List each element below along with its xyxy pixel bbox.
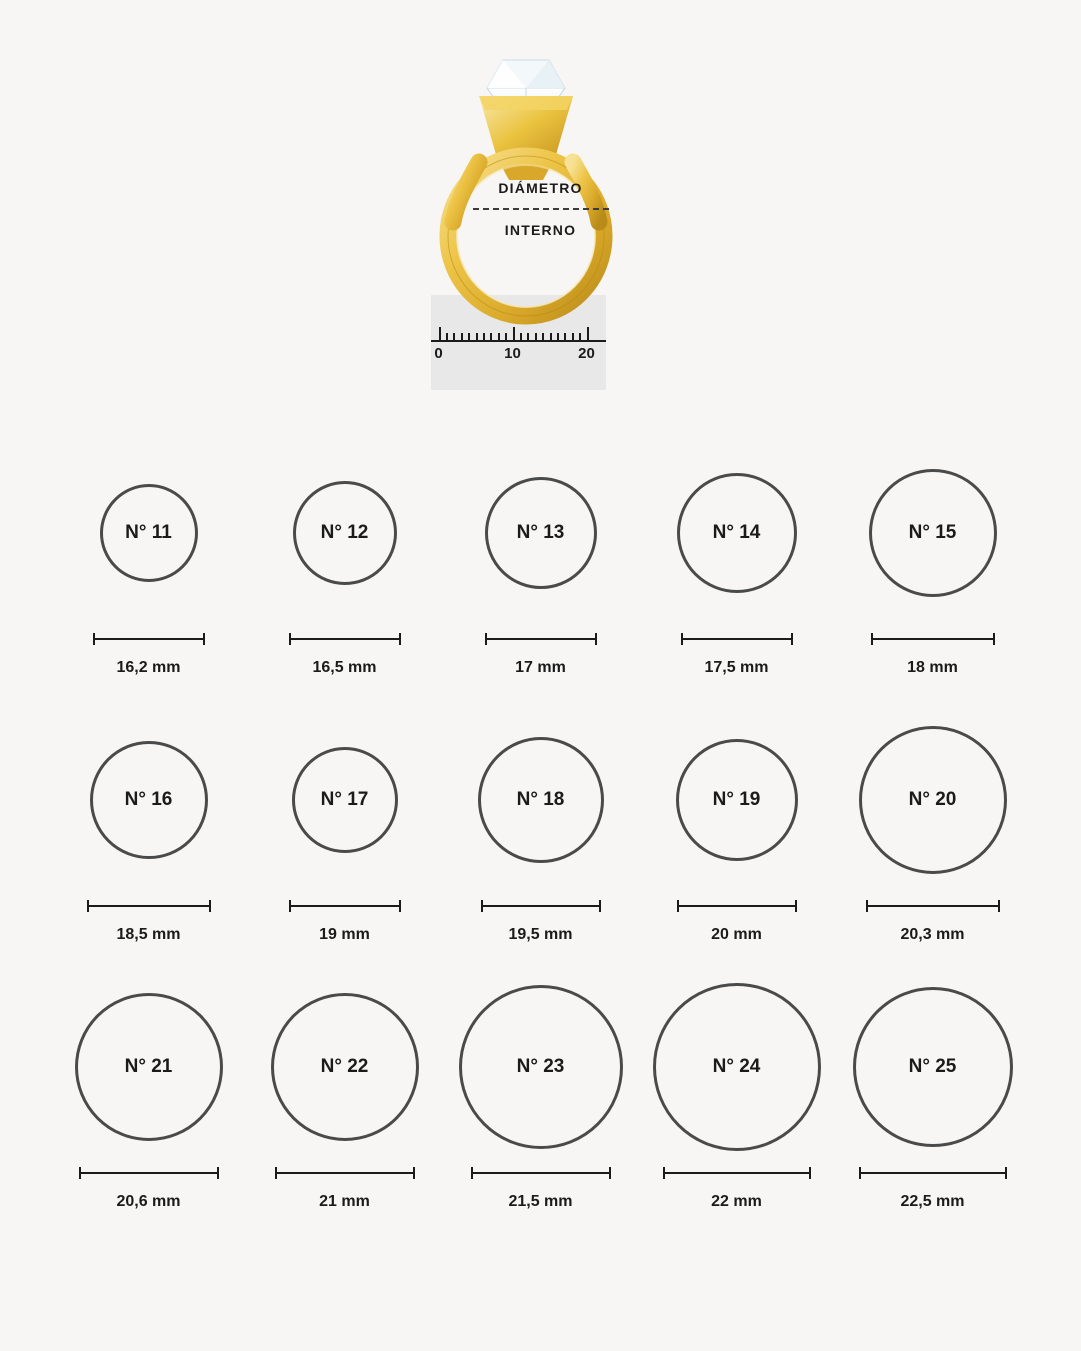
ring-diameter-label: 19 mm <box>319 926 370 943</box>
ruler-tick <box>446 333 448 340</box>
ring-diameter-label: 18,5 mm <box>116 926 181 943</box>
diameter-dashed-line <box>473 208 609 210</box>
ruler-tick <box>476 333 478 340</box>
ring-size-cell[interactable] <box>639 974 835 1211</box>
ring-size-row <box>0 440 1081 677</box>
measure-cap-left <box>275 1167 277 1179</box>
ring-size-number: N° 21 <box>124 1055 173 1077</box>
ring-size-circle <box>90 741 208 859</box>
ring-size-number: N° 20 <box>908 788 957 810</box>
diameter-measure-bar <box>871 633 995 645</box>
ruler-tick <box>505 333 507 340</box>
measure-line <box>275 1172 415 1174</box>
ring-circle-area <box>75 974 223 1159</box>
ring-diameter-label: 21 mm <box>319 1193 370 1210</box>
ruler-baseline <box>431 340 606 342</box>
ring-size-circle <box>459 985 623 1149</box>
measure-cap-right <box>1005 1167 1007 1179</box>
ring-size-cell[interactable] <box>51 707 247 944</box>
measure-cap-left <box>859 1167 861 1179</box>
measure-line <box>677 905 797 907</box>
ring-circle-area <box>485 440 597 625</box>
ring-circle-area <box>859 707 1007 892</box>
measure-cap-right <box>599 900 601 912</box>
ring-size-cell[interactable] <box>443 707 639 944</box>
ring-diameter-label: 17 mm <box>515 659 566 676</box>
measure-line <box>871 638 995 640</box>
ring-diagram <box>0 0 1081 430</box>
ruler-tick <box>527 333 529 340</box>
ring-size-cell[interactable] <box>835 440 1031 677</box>
ring-diameter-label: 20 mm <box>711 926 762 943</box>
ring-diameter-label: 22,5 mm <box>900 1193 965 1210</box>
ring-size-circle <box>677 473 797 593</box>
ring-diameter-label: 20,6 mm <box>116 1193 181 1210</box>
ring-size-cell[interactable] <box>639 440 835 677</box>
ring-size-number: N° 23 <box>516 1055 565 1077</box>
ring-size-circle <box>869 469 997 597</box>
ruler-tick <box>535 333 537 340</box>
ruler-tick <box>579 333 581 340</box>
measure-cap-right <box>993 633 995 645</box>
measure-cap-left <box>681 633 683 645</box>
ring-size-circle <box>853 987 1013 1147</box>
ring-size-circle <box>293 481 397 585</box>
ring-size-cell[interactable] <box>639 707 835 944</box>
ruler-tick <box>550 333 552 340</box>
ring-size-number: N° 17 <box>320 788 369 810</box>
ring-diameter-label: 21,5 mm <box>508 1193 573 1210</box>
ring-size-grid <box>0 440 1081 1241</box>
ring-size-circle <box>292 747 398 853</box>
ruler-tick <box>557 333 559 340</box>
measure-line <box>866 905 1000 907</box>
ring-diameter-label: 19,5 mm <box>508 926 573 943</box>
ruler-tick <box>461 333 463 340</box>
measure-cap-left <box>289 900 291 912</box>
ring-size-number: N° 11 <box>125 521 172 543</box>
measure-cap-left <box>866 900 868 912</box>
ring-circle-area <box>271 974 419 1159</box>
measure-cap-left <box>289 633 291 645</box>
ring-size-row <box>0 707 1081 944</box>
diameter-label-line2: INTERNO <box>504 222 577 238</box>
ruler-tick <box>490 333 492 340</box>
ring-size-cell[interactable] <box>835 974 1031 1211</box>
measure-cap-left <box>677 900 679 912</box>
diameter-measure-bar <box>289 900 401 912</box>
ring-size-circle <box>653 983 821 1151</box>
measure-line <box>663 1172 811 1174</box>
measure-cap-right <box>399 900 401 912</box>
ring-size-number: N° 22 <box>320 1055 369 1077</box>
measure-line <box>93 638 205 640</box>
diameter-measure-bar <box>859 1167 1007 1179</box>
ring-size-cell[interactable] <box>247 974 443 1211</box>
ruler-tick <box>468 333 470 340</box>
ruler-tick <box>483 333 485 340</box>
measure-line <box>471 1172 611 1174</box>
ring-size-number: N° 16 <box>124 788 173 810</box>
measure-cap-left <box>485 633 487 645</box>
measure-cap-right <box>413 1167 415 1179</box>
ruler-numbers <box>431 345 606 365</box>
ring-size-circle <box>859 726 1007 874</box>
ring-circle-area <box>292 707 398 892</box>
ruler-tick <box>498 333 500 340</box>
ring-diameter-label: 22 mm <box>711 1193 762 1210</box>
measure-cap-right <box>209 900 211 912</box>
diameter-measure-bar <box>471 1167 611 1179</box>
diameter-measure-bar <box>93 633 205 645</box>
ruler-tick <box>520 333 522 340</box>
ring-circle-area <box>676 707 798 892</box>
measure-line <box>87 905 211 907</box>
ring-size-number: N° 25 <box>908 1055 957 1077</box>
measure-cap-left <box>471 1167 473 1179</box>
measure-cap-right <box>217 1167 219 1179</box>
ring-circle-area <box>293 440 397 625</box>
measure-line <box>681 638 793 640</box>
diameter-measure-bar <box>87 900 211 912</box>
ring-size-cell[interactable] <box>247 440 443 677</box>
ring-size-number: N° 15 <box>908 521 957 543</box>
ring-size-number: N° 19 <box>712 788 761 810</box>
diameter-measure-bar <box>866 900 1000 912</box>
diameter-measure-bar <box>481 900 601 912</box>
ring-size-row <box>0 974 1081 1211</box>
measure-cap-right <box>609 1167 611 1179</box>
ring-size-cell[interactable] <box>443 440 639 677</box>
ring-size-circle <box>676 739 798 861</box>
ring-size-circle <box>271 993 419 1141</box>
diameter-measure-bar <box>663 1167 811 1179</box>
ruler-tick <box>572 333 574 340</box>
ring-size-cell[interactable] <box>443 974 639 1211</box>
measure-line <box>79 1172 219 1174</box>
diameter-measure-bar <box>681 633 793 645</box>
measure-cap-right <box>809 1167 811 1179</box>
ring-size-number: N° 13 <box>516 521 565 543</box>
diameter-measure-bar <box>485 633 597 645</box>
measure-line <box>289 905 401 907</box>
measure-cap-left <box>481 900 483 912</box>
ring-illustration <box>431 40 651 390</box>
ring-circle-area <box>677 440 797 625</box>
ring-circle-area <box>869 440 997 625</box>
ring-size-cell[interactable] <box>51 974 247 1211</box>
measure-cap-right <box>795 900 797 912</box>
diameter-measure-bar <box>275 1167 415 1179</box>
measure-cap-left <box>79 1167 81 1179</box>
measure-cap-left <box>663 1167 665 1179</box>
measure-cap-left <box>93 633 95 645</box>
diameter-measure-bar <box>79 1167 219 1179</box>
ring-size-number: N° 24 <box>712 1055 761 1077</box>
ring-size-cell[interactable] <box>247 707 443 944</box>
ring-size-cell[interactable] <box>51 440 247 677</box>
ring-circle-area <box>653 974 821 1159</box>
ring-diameter-label: 16,2 mm <box>116 659 181 676</box>
measure-cap-right <box>998 900 1000 912</box>
ring-diameter-label: 20,3 mm <box>900 926 965 943</box>
measure-cap-right <box>203 633 205 645</box>
measure-cap-right <box>595 633 597 645</box>
ruler-tick <box>564 333 566 340</box>
ruler-number: 20 <box>578 345 595 362</box>
measure-cap-right <box>791 633 793 645</box>
ruler-tick <box>587 327 589 340</box>
ring-diameter-label: 16,5 mm <box>312 659 377 676</box>
ring-size-circle <box>485 477 597 589</box>
measure-cap-right <box>399 633 401 645</box>
ruler-number: 0 <box>434 345 443 362</box>
ring-size-cell[interactable] <box>835 707 1031 944</box>
diameter-label-line1: DIÁMETRO <box>498 180 583 196</box>
ring-diameter-label: 17,5 mm <box>704 659 769 676</box>
measure-cap-left <box>87 900 89 912</box>
measure-line <box>485 638 597 640</box>
ring-diameter-label: 18 mm <box>907 659 958 676</box>
measure-cap-left <box>871 633 873 645</box>
ring-circle-area <box>459 974 623 1159</box>
ruler-tick <box>513 327 515 340</box>
ring-size-circle <box>75 993 223 1141</box>
ring-circle-area <box>100 440 198 625</box>
ring-circle-area <box>478 707 604 892</box>
diameter-measure-bar <box>677 900 797 912</box>
ruler-tick <box>439 327 441 340</box>
ring-circle-area <box>853 974 1013 1159</box>
ring-circle-area <box>90 707 208 892</box>
ruler-number: 10 <box>504 345 521 362</box>
ring-size-circle <box>478 737 604 863</box>
ring-size-circle <box>100 484 198 582</box>
ruler-ticks <box>431 326 606 340</box>
measure-line <box>289 638 401 640</box>
ruler-tick <box>542 333 544 340</box>
ring-size-number: N° 18 <box>516 788 565 810</box>
diameter-measure-bar <box>289 633 401 645</box>
ring-size-number: N° 12 <box>320 521 369 543</box>
ring-size-number: N° 14 <box>712 521 761 543</box>
measure-line <box>859 1172 1007 1174</box>
measure-line <box>481 905 601 907</box>
ruler-tick <box>453 333 455 340</box>
